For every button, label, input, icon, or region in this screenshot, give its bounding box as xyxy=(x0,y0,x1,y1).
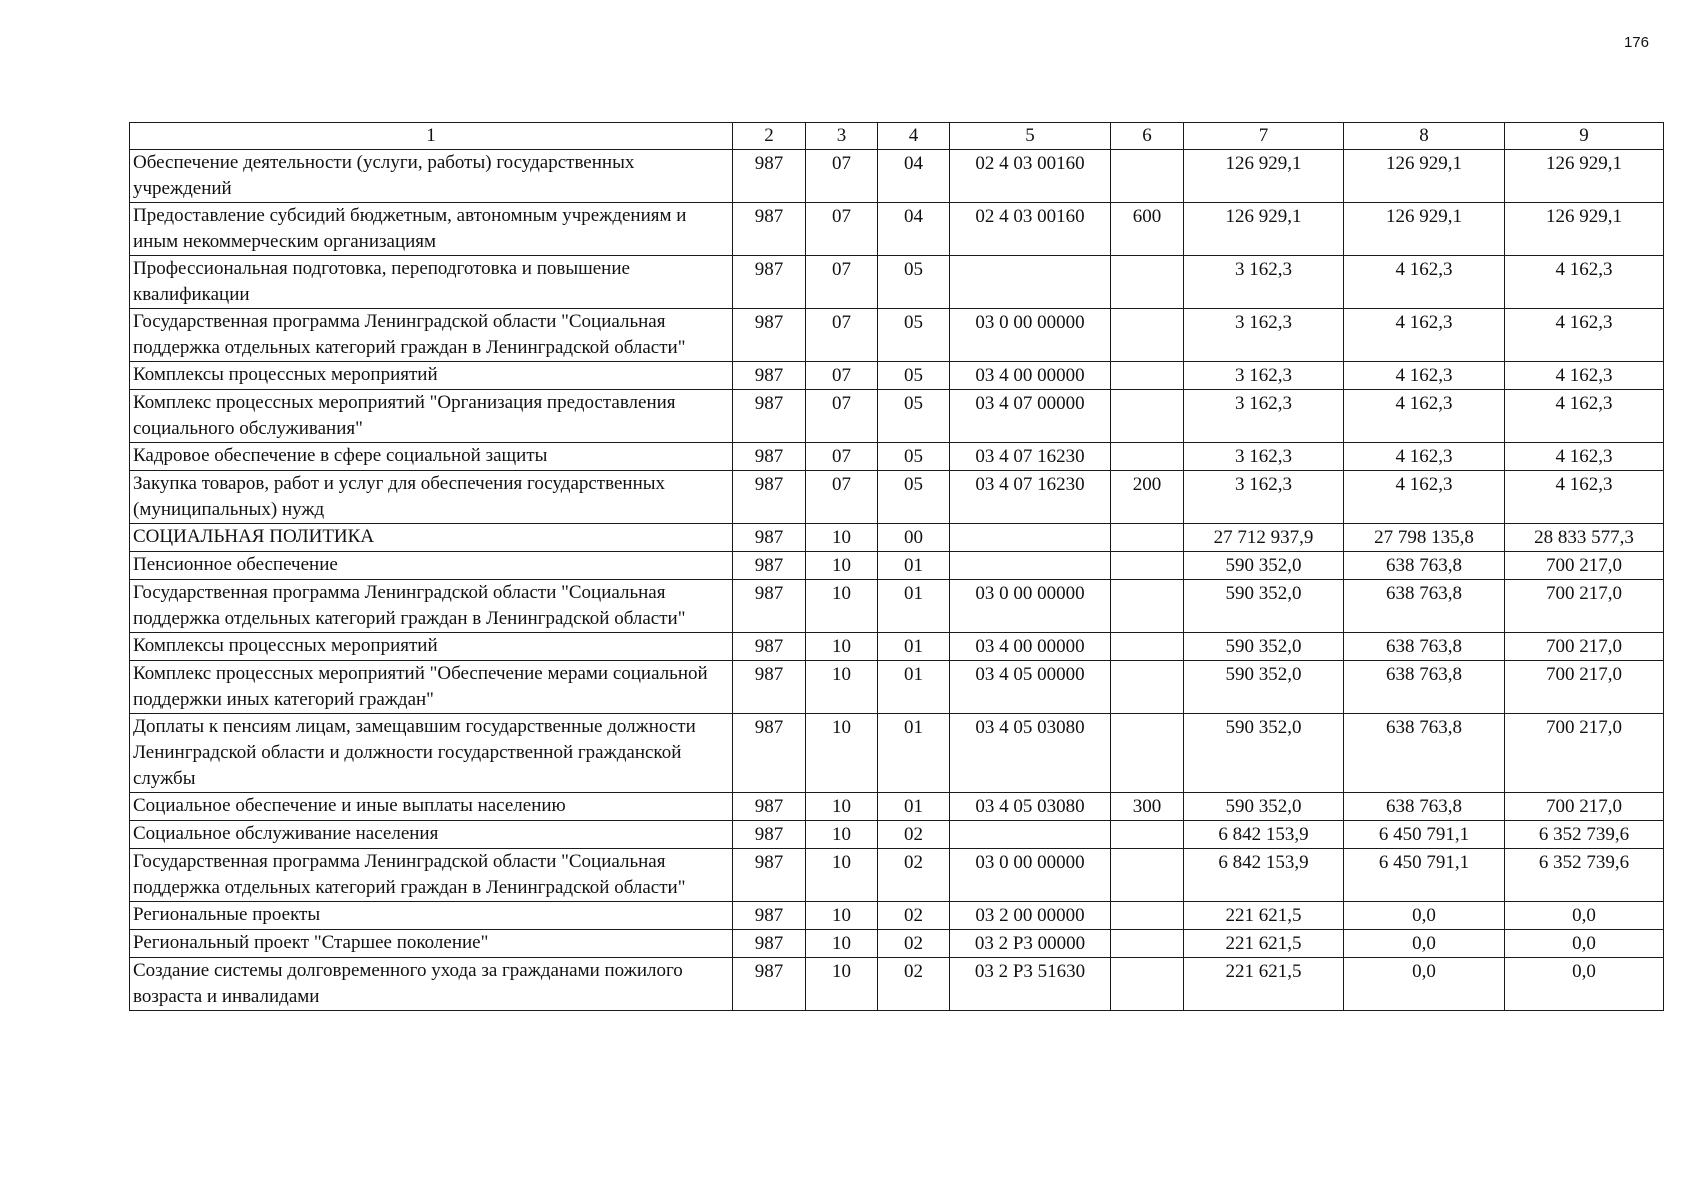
table-row xyxy=(130,580,1664,633)
row-code-6-cell xyxy=(1111,661,1184,714)
row-code-5-cell: 03 0 00 00000 xyxy=(950,849,1111,902)
header-cell-7: 7 xyxy=(1184,123,1344,150)
row-code-6-cell xyxy=(1111,958,1184,1011)
table-row xyxy=(130,930,1664,958)
page-number: 176 xyxy=(1623,34,1649,51)
row-value-9-cell: 126 929,1 xyxy=(1505,150,1664,203)
row-code-3-cell: 10 xyxy=(806,902,878,930)
row-value-7-cell: 3 162,3 xyxy=(1184,390,1344,443)
table-row xyxy=(130,443,1664,471)
table-row xyxy=(130,390,1664,443)
row-code-5-cell: 03 4 05 00000 xyxy=(950,661,1111,714)
row-value-9-cell: 700 217,0 xyxy=(1505,714,1664,793)
row-code-4-cell: 01 xyxy=(878,714,950,793)
row-code-5-cell: 03 2 P3 51630 xyxy=(950,958,1111,1011)
row-value-7-cell: 6 842 153,9 xyxy=(1184,849,1344,902)
row-code-3-cell: 07 xyxy=(806,362,878,390)
row-code-3-cell: 10 xyxy=(806,930,878,958)
row-value-8-cell: 126 929,1 xyxy=(1344,150,1505,203)
row-code-6-cell xyxy=(1111,580,1184,633)
row-code-6-cell xyxy=(1111,309,1184,362)
row-code-3-cell: 10 xyxy=(806,580,878,633)
row-code-4-cell: 01 xyxy=(878,661,950,714)
row-value-8-cell: 126 929,1 xyxy=(1344,203,1505,256)
row-code-4-cell: 02 xyxy=(878,849,950,902)
header-cell-6: 6 xyxy=(1111,123,1184,150)
row-value-8-cell: 0,0 xyxy=(1344,902,1505,930)
row-value-7-cell: 221 621,5 xyxy=(1184,958,1344,1011)
row-code-5-cell xyxy=(950,256,1111,309)
row-name-cell: Социальное обеспечение и иные выплаты населению xyxy=(130,793,733,821)
row-code-3-cell: 07 xyxy=(806,150,878,203)
header-cell-9: 9 xyxy=(1505,123,1664,150)
row-code-3-cell: 07 xyxy=(806,309,878,362)
table-row xyxy=(130,633,1664,661)
row-value-9-cell: 4 162,3 xyxy=(1505,443,1664,471)
row-code-6-cell: 200 xyxy=(1111,471,1184,524)
row-code-5-cell: 03 4 07 16230 xyxy=(950,471,1111,524)
budget-table-container xyxy=(129,122,1663,1011)
table-row xyxy=(130,552,1664,580)
row-value-7-cell: 126 929,1 xyxy=(1184,150,1344,203)
row-code-2-cell: 987 xyxy=(733,390,806,443)
row-name-cell: Предоставление субсидий бюджетным, автономным учреждениям и иным некоммерческим организациям xyxy=(130,203,733,256)
row-code-6-cell xyxy=(1111,821,1184,849)
row-value-7-cell: 3 162,3 xyxy=(1184,443,1344,471)
row-code-5-cell: 03 4 05 03080 xyxy=(950,793,1111,821)
header-cell-1: 1 xyxy=(130,123,733,150)
row-name-cell: Комплексы процессных мероприятий xyxy=(130,362,733,390)
row-code-6-cell xyxy=(1111,902,1184,930)
row-code-4-cell: 05 xyxy=(878,471,950,524)
row-value-7-cell: 221 621,5 xyxy=(1184,902,1344,930)
row-code-5-cell: 03 4 00 00000 xyxy=(950,362,1111,390)
row-value-8-cell: 638 763,8 xyxy=(1344,793,1505,821)
row-code-2-cell: 987 xyxy=(733,256,806,309)
row-code-4-cell: 00 xyxy=(878,524,950,552)
row-code-2-cell: 987 xyxy=(733,661,806,714)
table-row xyxy=(130,203,1664,256)
row-code-2-cell: 987 xyxy=(733,714,806,793)
row-value-7-cell: 126 929,1 xyxy=(1184,203,1344,256)
row-name-cell: Обеспечение деятельности (услуги, работы) государственных учреждений xyxy=(130,150,733,203)
table-row xyxy=(130,821,1664,849)
row-value-8-cell: 4 162,3 xyxy=(1344,362,1505,390)
row-code-4-cell: 05 xyxy=(878,256,950,309)
row-code-3-cell: 10 xyxy=(806,633,878,661)
row-value-9-cell: 700 217,0 xyxy=(1505,552,1664,580)
row-code-6-cell xyxy=(1111,849,1184,902)
row-code-4-cell: 01 xyxy=(878,580,950,633)
row-code-5-cell xyxy=(950,524,1111,552)
row-code-2-cell: 987 xyxy=(733,150,806,203)
row-code-2-cell: 987 xyxy=(733,524,806,552)
row-value-8-cell: 638 763,8 xyxy=(1344,661,1505,714)
row-name-cell: Профессиональная подготовка, переподготовка и повышение квалификации xyxy=(130,256,733,309)
row-code-5-cell: 03 0 00 00000 xyxy=(950,580,1111,633)
row-value-9-cell: 4 162,3 xyxy=(1505,256,1664,309)
row-code-3-cell: 10 xyxy=(806,793,878,821)
row-code-2-cell: 987 xyxy=(733,309,806,362)
table-row xyxy=(130,362,1664,390)
row-value-7-cell: 3 162,3 xyxy=(1184,362,1344,390)
row-name-cell: Комплекс процессных мероприятий "Обеспечение мерами социальной поддержки иных категорий граждан" xyxy=(130,661,733,714)
table-row xyxy=(130,309,1664,362)
row-value-7-cell: 221 621,5 xyxy=(1184,930,1344,958)
row-value-7-cell: 3 162,3 xyxy=(1184,256,1344,309)
row-code-2-cell: 987 xyxy=(733,203,806,256)
row-name-cell: Комплекс процессных мероприятий "Организация предоставления социального обслуживания" xyxy=(130,390,733,443)
row-code-5-cell: 03 0 00 00000 xyxy=(950,309,1111,362)
budget-table xyxy=(129,122,1664,1011)
row-value-9-cell: 4 162,3 xyxy=(1505,390,1664,443)
row-code-5-cell: 03 4 00 00000 xyxy=(950,633,1111,661)
row-value-8-cell: 4 162,3 xyxy=(1344,443,1505,471)
row-value-9-cell: 4 162,3 xyxy=(1505,471,1664,524)
row-code-6-cell xyxy=(1111,443,1184,471)
row-code-4-cell: 02 xyxy=(878,930,950,958)
row-value-9-cell: 6 352 739,6 xyxy=(1505,821,1664,849)
table-row xyxy=(130,958,1664,1011)
row-code-4-cell: 05 xyxy=(878,443,950,471)
row-code-6-cell xyxy=(1111,256,1184,309)
row-value-8-cell: 0,0 xyxy=(1344,930,1505,958)
row-value-9-cell: 0,0 xyxy=(1505,902,1664,930)
row-code-4-cell: 02 xyxy=(878,821,950,849)
row-code-4-cell: 01 xyxy=(878,793,950,821)
row-code-5-cell: 03 4 05 03080 xyxy=(950,714,1111,793)
row-code-6-cell xyxy=(1111,362,1184,390)
row-value-8-cell: 6 450 791,1 xyxy=(1344,849,1505,902)
row-value-9-cell: 126 929,1 xyxy=(1505,203,1664,256)
row-code-3-cell: 10 xyxy=(806,714,878,793)
row-code-2-cell: 987 xyxy=(733,362,806,390)
header-row xyxy=(130,123,1664,150)
row-value-7-cell: 590 352,0 xyxy=(1184,793,1344,821)
row-code-2-cell: 987 xyxy=(733,902,806,930)
row-code-4-cell: 05 xyxy=(878,309,950,362)
row-code-4-cell: 02 xyxy=(878,902,950,930)
row-code-3-cell: 07 xyxy=(806,471,878,524)
row-code-5-cell: 03 4 07 00000 xyxy=(950,390,1111,443)
header-cell-3: 3 xyxy=(806,123,878,150)
row-code-4-cell: 02 xyxy=(878,958,950,1011)
row-name-cell: Комплексы процессных мероприятий xyxy=(130,633,733,661)
row-code-6-cell: 300 xyxy=(1111,793,1184,821)
row-code-3-cell: 10 xyxy=(806,958,878,1011)
row-value-7-cell: 590 352,0 xyxy=(1184,661,1344,714)
row-value-9-cell: 700 217,0 xyxy=(1505,633,1664,661)
row-code-4-cell: 01 xyxy=(878,552,950,580)
row-name-cell: Государственная программа Ленинградской области "Социальная поддержка отдельных категорий граждан в Ленинградской области" xyxy=(130,309,733,362)
table-row xyxy=(130,849,1664,902)
row-value-8-cell: 4 162,3 xyxy=(1344,390,1505,443)
row-code-2-cell: 987 xyxy=(733,633,806,661)
row-value-7-cell: 3 162,3 xyxy=(1184,309,1344,362)
row-value-9-cell: 700 217,0 xyxy=(1505,793,1664,821)
row-code-5-cell: 02 4 03 00160 xyxy=(950,203,1111,256)
row-code-5-cell xyxy=(950,552,1111,580)
row-name-cell: Кадровое обеспечение в сфере социальной защиты xyxy=(130,443,733,471)
row-code-2-cell: 987 xyxy=(733,849,806,902)
row-code-3-cell: 10 xyxy=(806,661,878,714)
row-code-6-cell xyxy=(1111,714,1184,793)
row-value-7-cell: 590 352,0 xyxy=(1184,552,1344,580)
row-value-9-cell: 4 162,3 xyxy=(1505,362,1664,390)
row-value-7-cell: 27 712 937,9 xyxy=(1184,524,1344,552)
row-value-8-cell: 638 763,8 xyxy=(1344,580,1505,633)
row-value-7-cell: 3 162,3 xyxy=(1184,471,1344,524)
header-cell-4: 4 xyxy=(878,123,950,150)
row-code-6-cell xyxy=(1111,524,1184,552)
row-code-6-cell xyxy=(1111,552,1184,580)
row-value-8-cell: 0,0 xyxy=(1344,958,1505,1011)
row-name-cell: Региональный проект "Старшее поколение" xyxy=(130,930,733,958)
row-code-3-cell: 07 xyxy=(806,390,878,443)
row-code-6-cell xyxy=(1111,633,1184,661)
row-value-8-cell: 4 162,3 xyxy=(1344,256,1505,309)
row-name-cell: Региональные проекты xyxy=(130,902,733,930)
row-code-5-cell: 03 4 07 16230 xyxy=(950,443,1111,471)
row-value-9-cell: 0,0 xyxy=(1505,930,1664,958)
row-code-2-cell: 987 xyxy=(733,821,806,849)
row-value-9-cell: 700 217,0 xyxy=(1505,580,1664,633)
row-name-cell: Социальное обслуживание населения xyxy=(130,821,733,849)
row-value-9-cell: 4 162,3 xyxy=(1505,309,1664,362)
table-row xyxy=(130,661,1664,714)
header-cell-2: 2 xyxy=(733,123,806,150)
row-code-6-cell xyxy=(1111,150,1184,203)
row-code-3-cell: 10 xyxy=(806,524,878,552)
row-name-cell: Государственная программа Ленинградской области "Социальная поддержка отдельных категорий граждан в Ленинградской области" xyxy=(130,849,733,902)
table-body xyxy=(130,150,1664,1011)
row-code-2-cell: 987 xyxy=(733,793,806,821)
table-row xyxy=(130,902,1664,930)
header-cell-8: 8 xyxy=(1344,123,1505,150)
row-value-7-cell: 590 352,0 xyxy=(1184,714,1344,793)
row-code-2-cell: 987 xyxy=(733,443,806,471)
row-code-3-cell: 10 xyxy=(806,849,878,902)
row-code-5-cell xyxy=(950,821,1111,849)
row-code-4-cell: 04 xyxy=(878,150,950,203)
table-row xyxy=(130,150,1664,203)
table-row xyxy=(130,524,1664,552)
row-code-4-cell: 04 xyxy=(878,203,950,256)
row-value-9-cell: 700 217,0 xyxy=(1505,661,1664,714)
row-value-8-cell: 638 763,8 xyxy=(1344,714,1505,793)
table-row xyxy=(130,256,1664,309)
row-code-3-cell: 07 xyxy=(806,256,878,309)
header-cell-5: 5 xyxy=(950,123,1111,150)
row-name-cell: Пенсионное обеспечение xyxy=(130,552,733,580)
row-code-3-cell: 07 xyxy=(806,203,878,256)
row-code-5-cell: 03 2 P3 00000 xyxy=(950,930,1111,958)
row-name-cell: Закупка товаров, работ и услуг для обеспечения государственных (муниципальных) нужд xyxy=(130,471,733,524)
row-value-7-cell: 6 842 153,9 xyxy=(1184,821,1344,849)
row-code-2-cell: 987 xyxy=(733,930,806,958)
row-value-7-cell: 590 352,0 xyxy=(1184,580,1344,633)
row-code-3-cell: 10 xyxy=(806,552,878,580)
row-code-3-cell: 07 xyxy=(806,443,878,471)
row-code-3-cell: 10 xyxy=(806,821,878,849)
row-code-6-cell xyxy=(1111,390,1184,443)
row-value-7-cell: 590 352,0 xyxy=(1184,633,1344,661)
row-code-2-cell: 987 xyxy=(733,580,806,633)
row-name-cell: Создание системы долговременного ухода за гражданами пожилого возраста и инвалидами xyxy=(130,958,733,1011)
row-value-9-cell: 0,0 xyxy=(1505,958,1664,1011)
row-value-9-cell: 6 352 739,6 xyxy=(1505,849,1664,902)
row-value-8-cell: 4 162,3 xyxy=(1344,471,1505,524)
row-name-cell: Доплаты к пенсиям лицам, замещавшим государственные должности Ленинградской области и должности государственной гражданской службы xyxy=(130,714,733,793)
row-value-8-cell: 6 450 791,1 xyxy=(1344,821,1505,849)
row-name-cell: СОЦИАЛЬНАЯ ПОЛИТИКА xyxy=(130,524,733,552)
row-code-2-cell: 987 xyxy=(733,471,806,524)
row-value-8-cell: 638 763,8 xyxy=(1344,633,1505,661)
row-value-8-cell: 27 798 135,8 xyxy=(1344,524,1505,552)
row-code-4-cell: 05 xyxy=(878,390,950,443)
table-row xyxy=(130,793,1664,821)
table-row xyxy=(130,714,1664,793)
table-row xyxy=(130,471,1664,524)
row-name-cell: Государственная программа Ленинградской области "Социальная поддержка отдельных категорий граждан в Ленинградской области" xyxy=(130,580,733,633)
row-code-4-cell: 01 xyxy=(878,633,950,661)
row-value-8-cell: 4 162,3 xyxy=(1344,309,1505,362)
row-code-5-cell: 02 4 03 00160 xyxy=(950,150,1111,203)
row-code-5-cell: 03 2 00 00000 xyxy=(950,902,1111,930)
row-value-9-cell: 28 833 577,3 xyxy=(1505,524,1664,552)
row-code-6-cell: 600 xyxy=(1111,203,1184,256)
row-value-8-cell: 638 763,8 xyxy=(1344,552,1505,580)
row-code-4-cell: 05 xyxy=(878,362,950,390)
row-code-2-cell: 987 xyxy=(733,552,806,580)
row-code-6-cell xyxy=(1111,930,1184,958)
row-code-2-cell: 987 xyxy=(733,958,806,1011)
